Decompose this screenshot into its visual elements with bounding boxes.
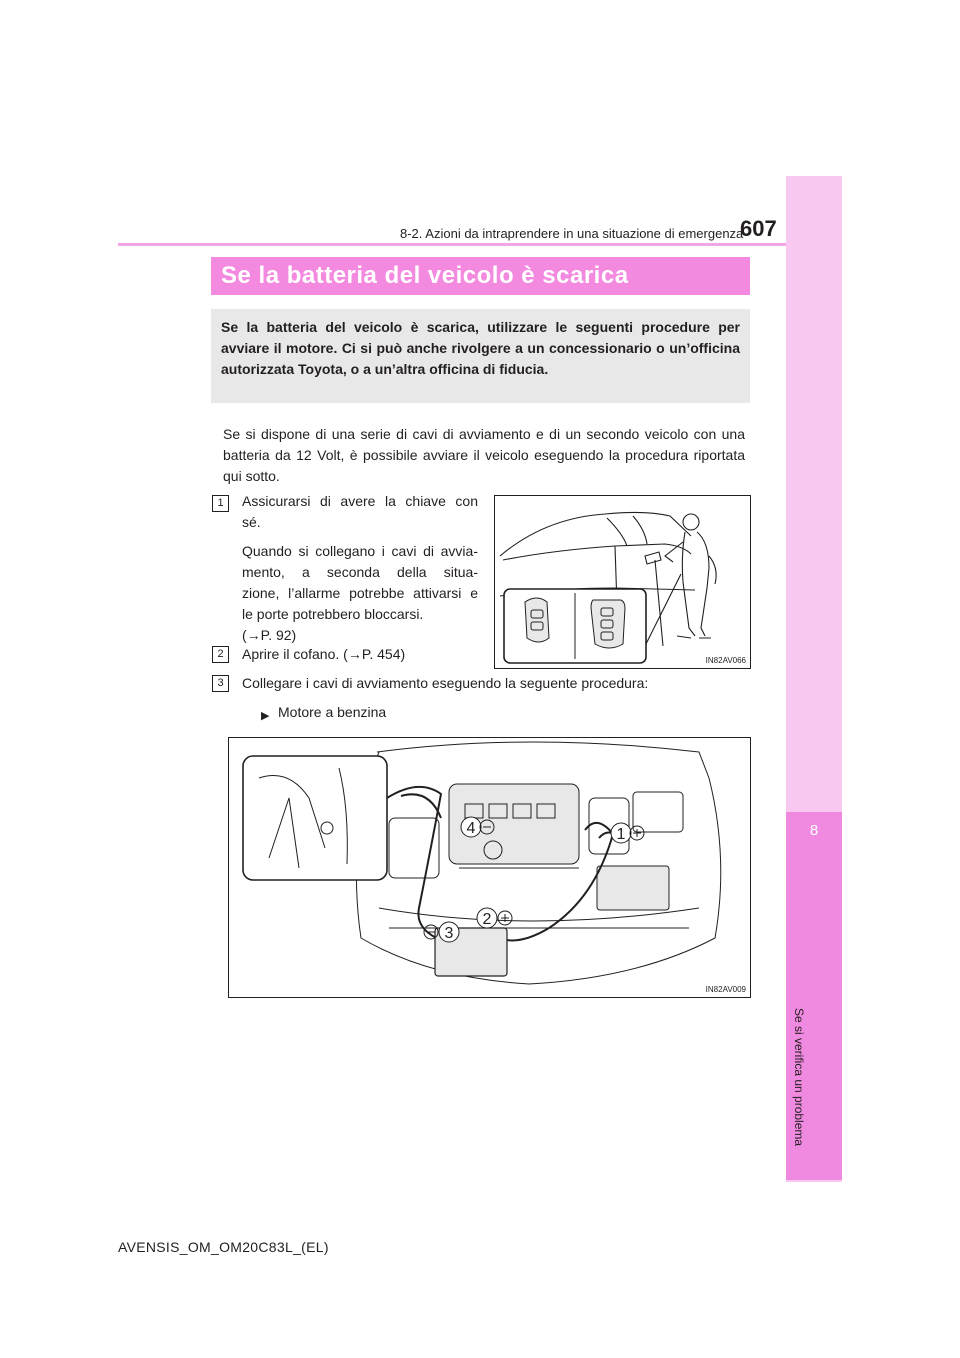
- callout-4: 4: [466, 820, 476, 837]
- step-1-line-1: Assicurarsi di avere la chiave con: [242, 493, 478, 509]
- triangle-right-icon: ▶: [261, 710, 270, 722]
- title-bar: [211, 257, 750, 295]
- header-rule: [118, 243, 786, 246]
- figure-key-person: [494, 495, 751, 669]
- step-3-text: Collegare i cavi di avviamento eseguendo la seguente procedura:: [242, 675, 649, 691]
- section-heading: 8-2. Azioni da intraprendere in una situazione di emergenza: [400, 226, 744, 241]
- step-number-1: 1: [212, 495, 229, 512]
- step-number-3: 3: [212, 675, 229, 692]
- chapter-title: Se si verifica un problema: [792, 1008, 806, 1147]
- chapter-title-vertical: [792, 870, 826, 1170]
- step-1-line-2: sé.: [242, 514, 261, 530]
- page-number: 607: [740, 216, 777, 241]
- step-number-2: 2: [212, 646, 229, 663]
- step-1-note-line-1: Quando si collegano i cavi di avvia-: [242, 543, 478, 559]
- step-1-note-line-3: zione, l’allarme potrebbe attivarsi e: [242, 585, 478, 601]
- figure-engine-jumpstart: [228, 737, 751, 998]
- chapter-number: 8: [809, 822, 819, 839]
- callout-1: 1: [616, 826, 626, 843]
- step-1-note-line-2: mento, a seconda della situa-: [242, 564, 478, 580]
- figure-2-code: IN82AV009: [705, 985, 746, 994]
- step-1-text: [242, 491, 478, 533]
- callout-2: 2: [482, 911, 492, 928]
- step-1-ref[interactable]: (→P. 92): [242, 627, 297, 643]
- page-title: Se la batteria del veicolo è scarica: [221, 262, 629, 289]
- document-code: AVENSIS_OM_OM20C83L_(EL): [118, 1239, 329, 1255]
- figure-1-code: IN82AV066: [705, 656, 746, 665]
- intro-paragraph: Se si dispone di una serie di cavi di avviamento e di un secondo veicolo con una batteria da 12 Volt, è possibile avviare il veicolo eseguendo la procedura riportata qui sotto.: [223, 426, 745, 484]
- car-door-illustration: [495, 496, 750, 668]
- intro-box: Se la batteria del veicolo è scarica, utilizzare le seguenti procedure per avviare il motore. Ci si può anche rivolgere a un concessionario o un’officina autorizzata Toyota, o a un’altra officina di fiducia.: [211, 309, 750, 403]
- callout-3: 3: [444, 925, 454, 942]
- step-1-note: [242, 541, 478, 646]
- bullet-text: Motore a benzina: [278, 704, 387, 720]
- engine-bay-illustration: [229, 738, 750, 997]
- step-2-text: Aprire il cofano. (→P. 454): [242, 646, 406, 662]
- step-1-note-line-4: le porte potrebbero bloccarsi.: [242, 606, 424, 622]
